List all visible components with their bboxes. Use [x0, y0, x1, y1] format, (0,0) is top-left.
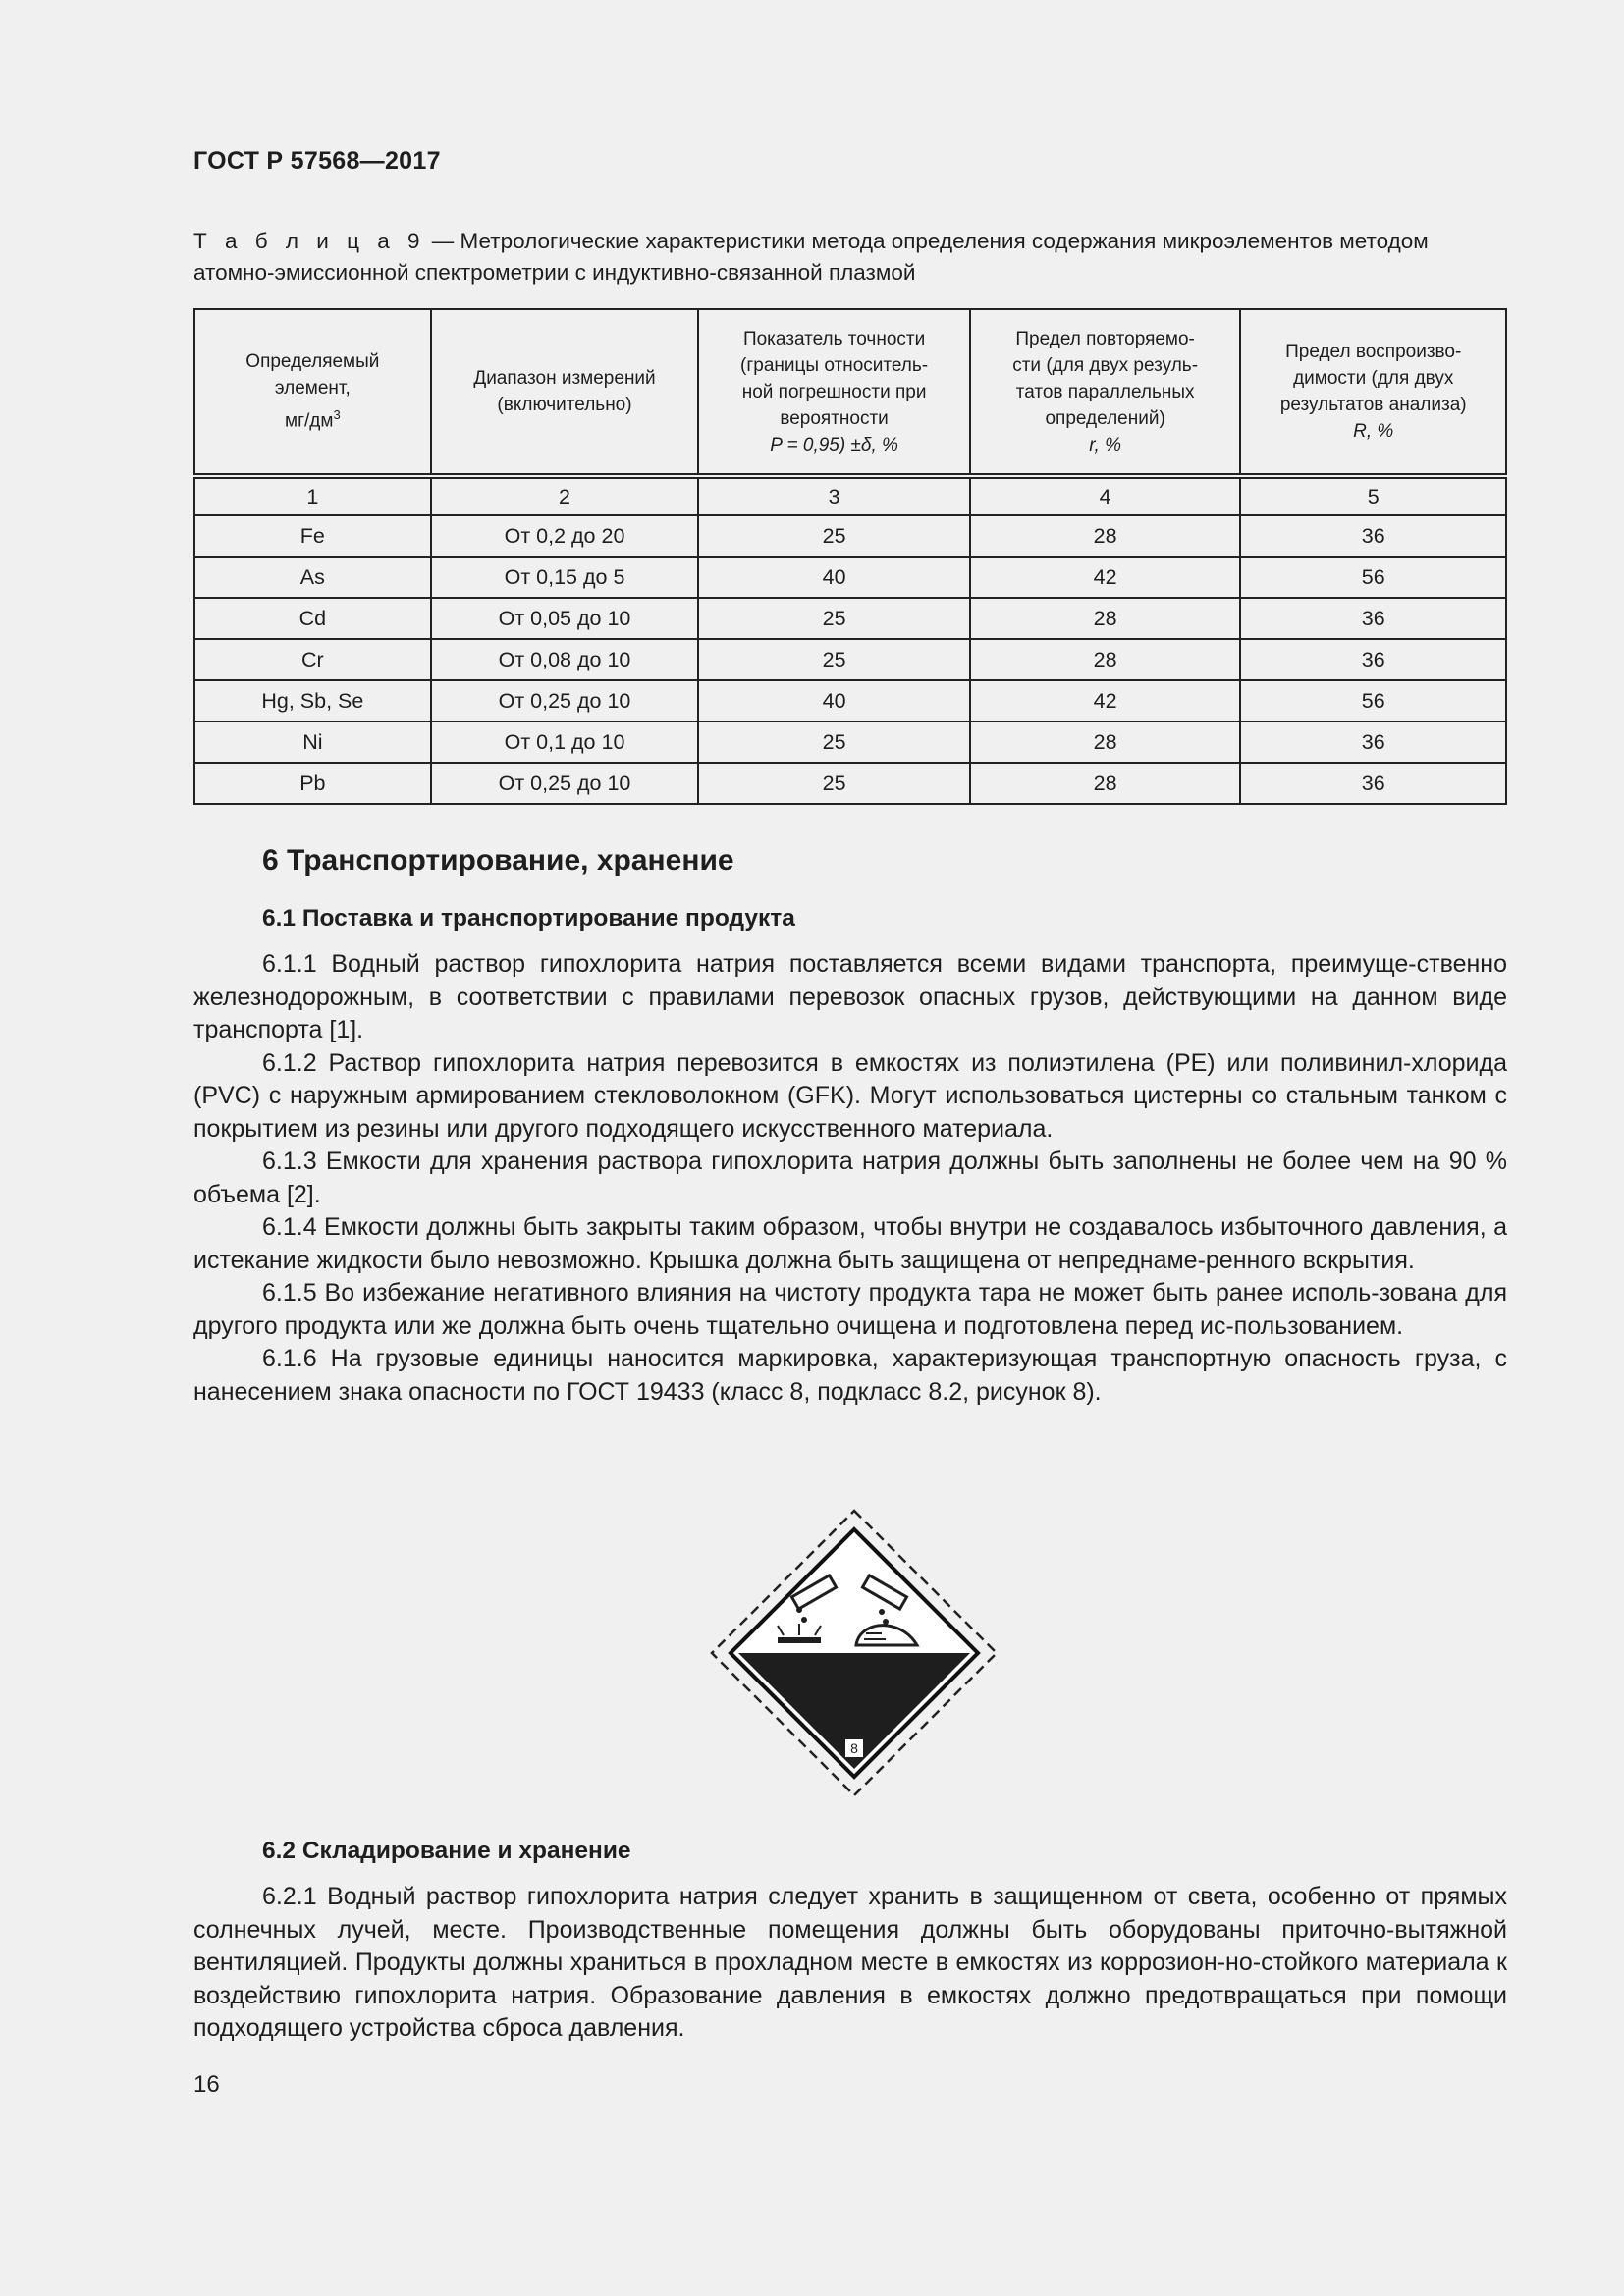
header-line: Предел повторяемо-	[1015, 328, 1195, 349]
table-cell: Cd	[194, 598, 431, 639]
header-line: сти (для двух резуль-	[1012, 354, 1199, 376]
header-line: татов параллельных	[1015, 381, 1195, 402]
subsection-6-1-body	[193, 948, 1507, 1409]
table-cell: От 0,15 до 5	[431, 557, 699, 598]
header-line: элемент,	[274, 378, 351, 400]
column-number-cell: 4	[970, 476, 1241, 515]
table-cell: 28	[970, 515, 1241, 557]
table-cell: От 0,25 до 10	[431, 680, 699, 721]
table-cell: От 0,05 до 10	[431, 598, 699, 639]
table-cell: Fe	[194, 515, 431, 557]
paragraph: 6.1.6 На грузовые единицы наносится маркировка, характеризующая транспортную опасность груза, с нанесением знака опасности по ГОСТ 19433 (класс 8, подкласс 8.2, рисунок 8).	[193, 1345, 1507, 1406]
header-line: (включительно)	[497, 395, 632, 415]
table-cell: 28	[970, 721, 1241, 763]
page-number: 16	[193, 2071, 220, 2098]
table-cell: От 0,2 до 20	[431, 515, 699, 557]
paragraph: 6.1.5 Во избежание негативного влияния на чистоту продукта тара не может быть ранее исполь-зована для другого продукта или же должна быть очень тщательно очищена и подготовлена перед ис-пользованием.	[193, 1279, 1507, 1340]
table-header-row	[194, 309, 1506, 476]
table-caption	[193, 226, 1507, 289]
header-line: Предел воспроизво-	[1285, 342, 1462, 362]
paragraph: 6.2.1 Водный раствор гипохлорита натрия следует хранить в защищенном от света, особенно от прямых солнечных лучей, месте. Производственные помещения должны быть оборудованы приточно-вытяжной вентиляцией. Продукты должны храниться в прохладном месте в емкостях из коррозион-но-стойкого материала к воздействию гипохлорита натрия. Образование давления в емкостях должно предотвращаться при помощи подходящего устройства сброса давления.	[193, 1883, 1507, 2042]
column-number-cell: 2	[431, 476, 699, 515]
header-cell-3	[698, 309, 970, 476]
table-row	[194, 598, 1506, 639]
header-line: вероятности	[780, 407, 889, 429]
table-cell: 25	[698, 721, 970, 763]
table-cell: 28	[970, 763, 1241, 804]
column-number-cell: 3	[698, 476, 970, 515]
table-cell: 28	[970, 598, 1241, 639]
paragraph: 6.1.2 Раствор гипохлорита натрия перевозится в емкостях из полиэтилена (PE) или поливинил-хлорида (PVC) с наружным армированием стекловолокном (GFK). Могут использоваться цистерны со стальным танком с покрытием из резины или другого подходящего искусственного материала.	[193, 1048, 1507, 1143]
table-cell: 42	[970, 557, 1241, 598]
table-cell: 40	[698, 557, 970, 598]
hazard-class-number: 8	[850, 1740, 858, 1756]
table-cell: 28	[970, 639, 1241, 680]
header-line: димости (для двух	[1293, 368, 1454, 389]
table-cell: 40	[698, 680, 970, 721]
header-line: результатов анализа)	[1279, 395, 1467, 415]
header-cell-5	[1240, 309, 1506, 476]
metrology-table	[193, 308, 1507, 805]
section-6-title: 6 Транспортирование, хранение	[262, 844, 734, 877]
paragraph: 6.1.4 Емкости должны быть закрыты таким образом, чтобы внутри не создавалось избыточного давления, а истекание жидкости было невозможно. Крышка должна быть защищена от непреднаме-ренного вскрытия.	[193, 1213, 1507, 1274]
header-cell-4	[970, 309, 1241, 476]
header-line: (границы относитель-	[740, 354, 929, 376]
table-row	[194, 721, 1506, 763]
table-cell: 25	[698, 515, 970, 557]
header-italic-line: P = 0,95) ±δ, %	[770, 434, 898, 455]
table-cell: От 0,1 до 10	[431, 721, 699, 763]
table-caption-label: Т а б л и ц а 9	[193, 229, 426, 253]
table-cell: Ni	[194, 721, 431, 763]
table-cell: As	[194, 557, 431, 598]
table-cell: Hg, Sb, Se	[194, 680, 431, 721]
header-line: определений)	[1045, 407, 1165, 429]
table-cell: 56	[1240, 680, 1506, 721]
header-line: Определяемый	[245, 351, 380, 373]
table-cell: 42	[970, 680, 1241, 721]
table-row	[194, 557, 1506, 598]
subsection-6-2-body	[193, 1881, 1507, 2046]
header-line: Диапазон измерений	[473, 368, 656, 389]
paragraph: 6.1.1 Водный раствор гипохлорита натрия поставляется всеми видами транспорта, преимуще-ственно железнодорожным, в соответствии с правилами перевозок опасных грузов, действующими на данном виде транспорта [1].	[193, 950, 1507, 1043]
table-cell: 36	[1240, 639, 1506, 680]
column-number-cell: 5	[1240, 476, 1506, 515]
subsection-6-1-title: 6.1 Поставка и транспортирование продукта	[262, 905, 795, 932]
corrosive-hazard-icon	[709, 1508, 1000, 1798]
table-cell: 25	[698, 639, 970, 680]
document-code: ГОСТ Р 57568—2017	[193, 147, 441, 175]
header-line: мг/дм	[285, 410, 334, 432]
table-cell: 56	[1240, 557, 1506, 598]
subsection-6-2-title: 6.2 Складирование и хранение	[262, 1838, 631, 1864]
table-cell: 36	[1240, 721, 1506, 763]
table-caption-text: — Метрологические характеристики метода определения содержания микроэлементов методом атомно-эмиссионной спектрометрии с индуктивно-связанной плазмой	[193, 229, 1429, 285]
header-cell-1	[194, 309, 431, 476]
table-cell: Pb	[194, 763, 431, 804]
table-cell: 36	[1240, 515, 1506, 557]
table-cell: От 0,08 до 10	[431, 639, 699, 680]
table-cell: От 0,25 до 10	[431, 763, 699, 804]
header-cell-2	[431, 309, 699, 476]
table-row	[194, 680, 1506, 721]
table-cell: 36	[1240, 598, 1506, 639]
header-line: ной погрешности при	[741, 381, 927, 402]
table-cell: 25	[698, 763, 970, 804]
header-line: Показатель точности	[742, 328, 926, 349]
table-row	[194, 639, 1506, 680]
paragraph: 6.1.3 Емкости для хранения раствора гипохлорита натрия должны быть заполнены не более чем на 90 % объема [2].	[193, 1148, 1507, 1208]
column-number-cell: 1	[194, 476, 431, 515]
table-cell: Cr	[194, 639, 431, 680]
column-number-row	[194, 476, 1506, 515]
table-cell: 36	[1240, 763, 1506, 804]
header-italic-line: R, %	[1353, 421, 1394, 442]
table-cell: 25	[698, 598, 970, 639]
table-row	[194, 763, 1506, 804]
unit-superscript: 3	[333, 407, 341, 423]
table-row	[194, 515, 1506, 557]
header-italic-line: r, %	[1089, 434, 1121, 455]
